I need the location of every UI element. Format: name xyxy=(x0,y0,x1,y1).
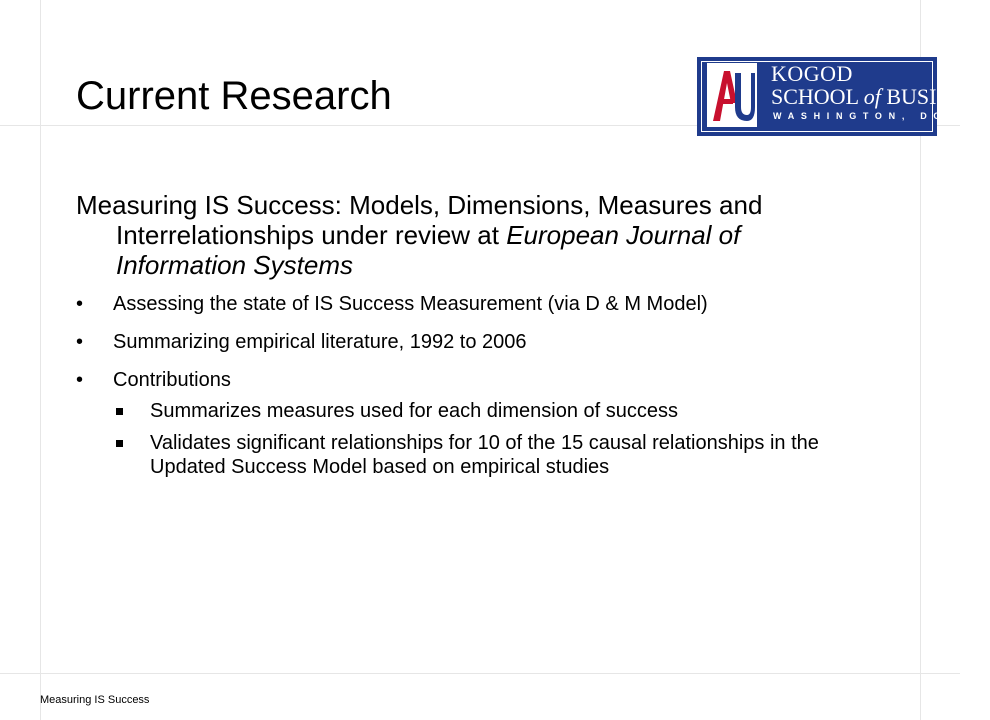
square-bullet-icon xyxy=(116,408,123,415)
sub-list-item: Summarizes measures used for each dimension of success xyxy=(113,399,876,423)
slide-body xyxy=(76,190,876,479)
guide-line-bottom xyxy=(0,673,960,674)
guide-line-left xyxy=(40,0,41,720)
bullet-icon: • xyxy=(76,293,84,315)
kogod-logo xyxy=(697,57,990,136)
bullet-icon: • xyxy=(76,369,84,391)
logo-line-school: SCHOOL of BUSINESS xyxy=(771,84,990,109)
list-item: • Contributions Summarizes measures used for each dimension of success Validates significant relationships for 10 of the 15 causal relationships in the Updated Success Model based on empirical studies xyxy=(76,368,876,479)
list-item: • Summarizing empirical literature, 1992 to 2006 xyxy=(76,331,527,353)
bullet-icon: • xyxy=(76,331,84,353)
logo-line-location: WASHINGTON, DC xyxy=(773,111,947,121)
sub-list-item: Validates significant relationships for 10 of the 15 causal relationships in the Updated Success Model based on empirical studies xyxy=(113,431,876,479)
sub-bullet-list xyxy=(113,399,876,479)
bullet-list xyxy=(76,292,876,479)
slide-title: Current Research xyxy=(76,74,392,118)
logo-line-kogod: KOGOD xyxy=(771,61,853,86)
lead-paragraph: Measuring IS Success: Models, Dimensions, Measures and Interrelationships under review at European Journal of Information Systems xyxy=(76,190,763,280)
list-item: • Assessing the state of IS Success Measurement (via D & M Model) xyxy=(76,293,708,315)
au-monogram-icon xyxy=(707,63,757,127)
slide-footer: Measuring IS Success xyxy=(40,694,150,706)
square-bullet-icon xyxy=(116,440,123,447)
journal-name: European Journal of Information Systems xyxy=(116,220,741,280)
